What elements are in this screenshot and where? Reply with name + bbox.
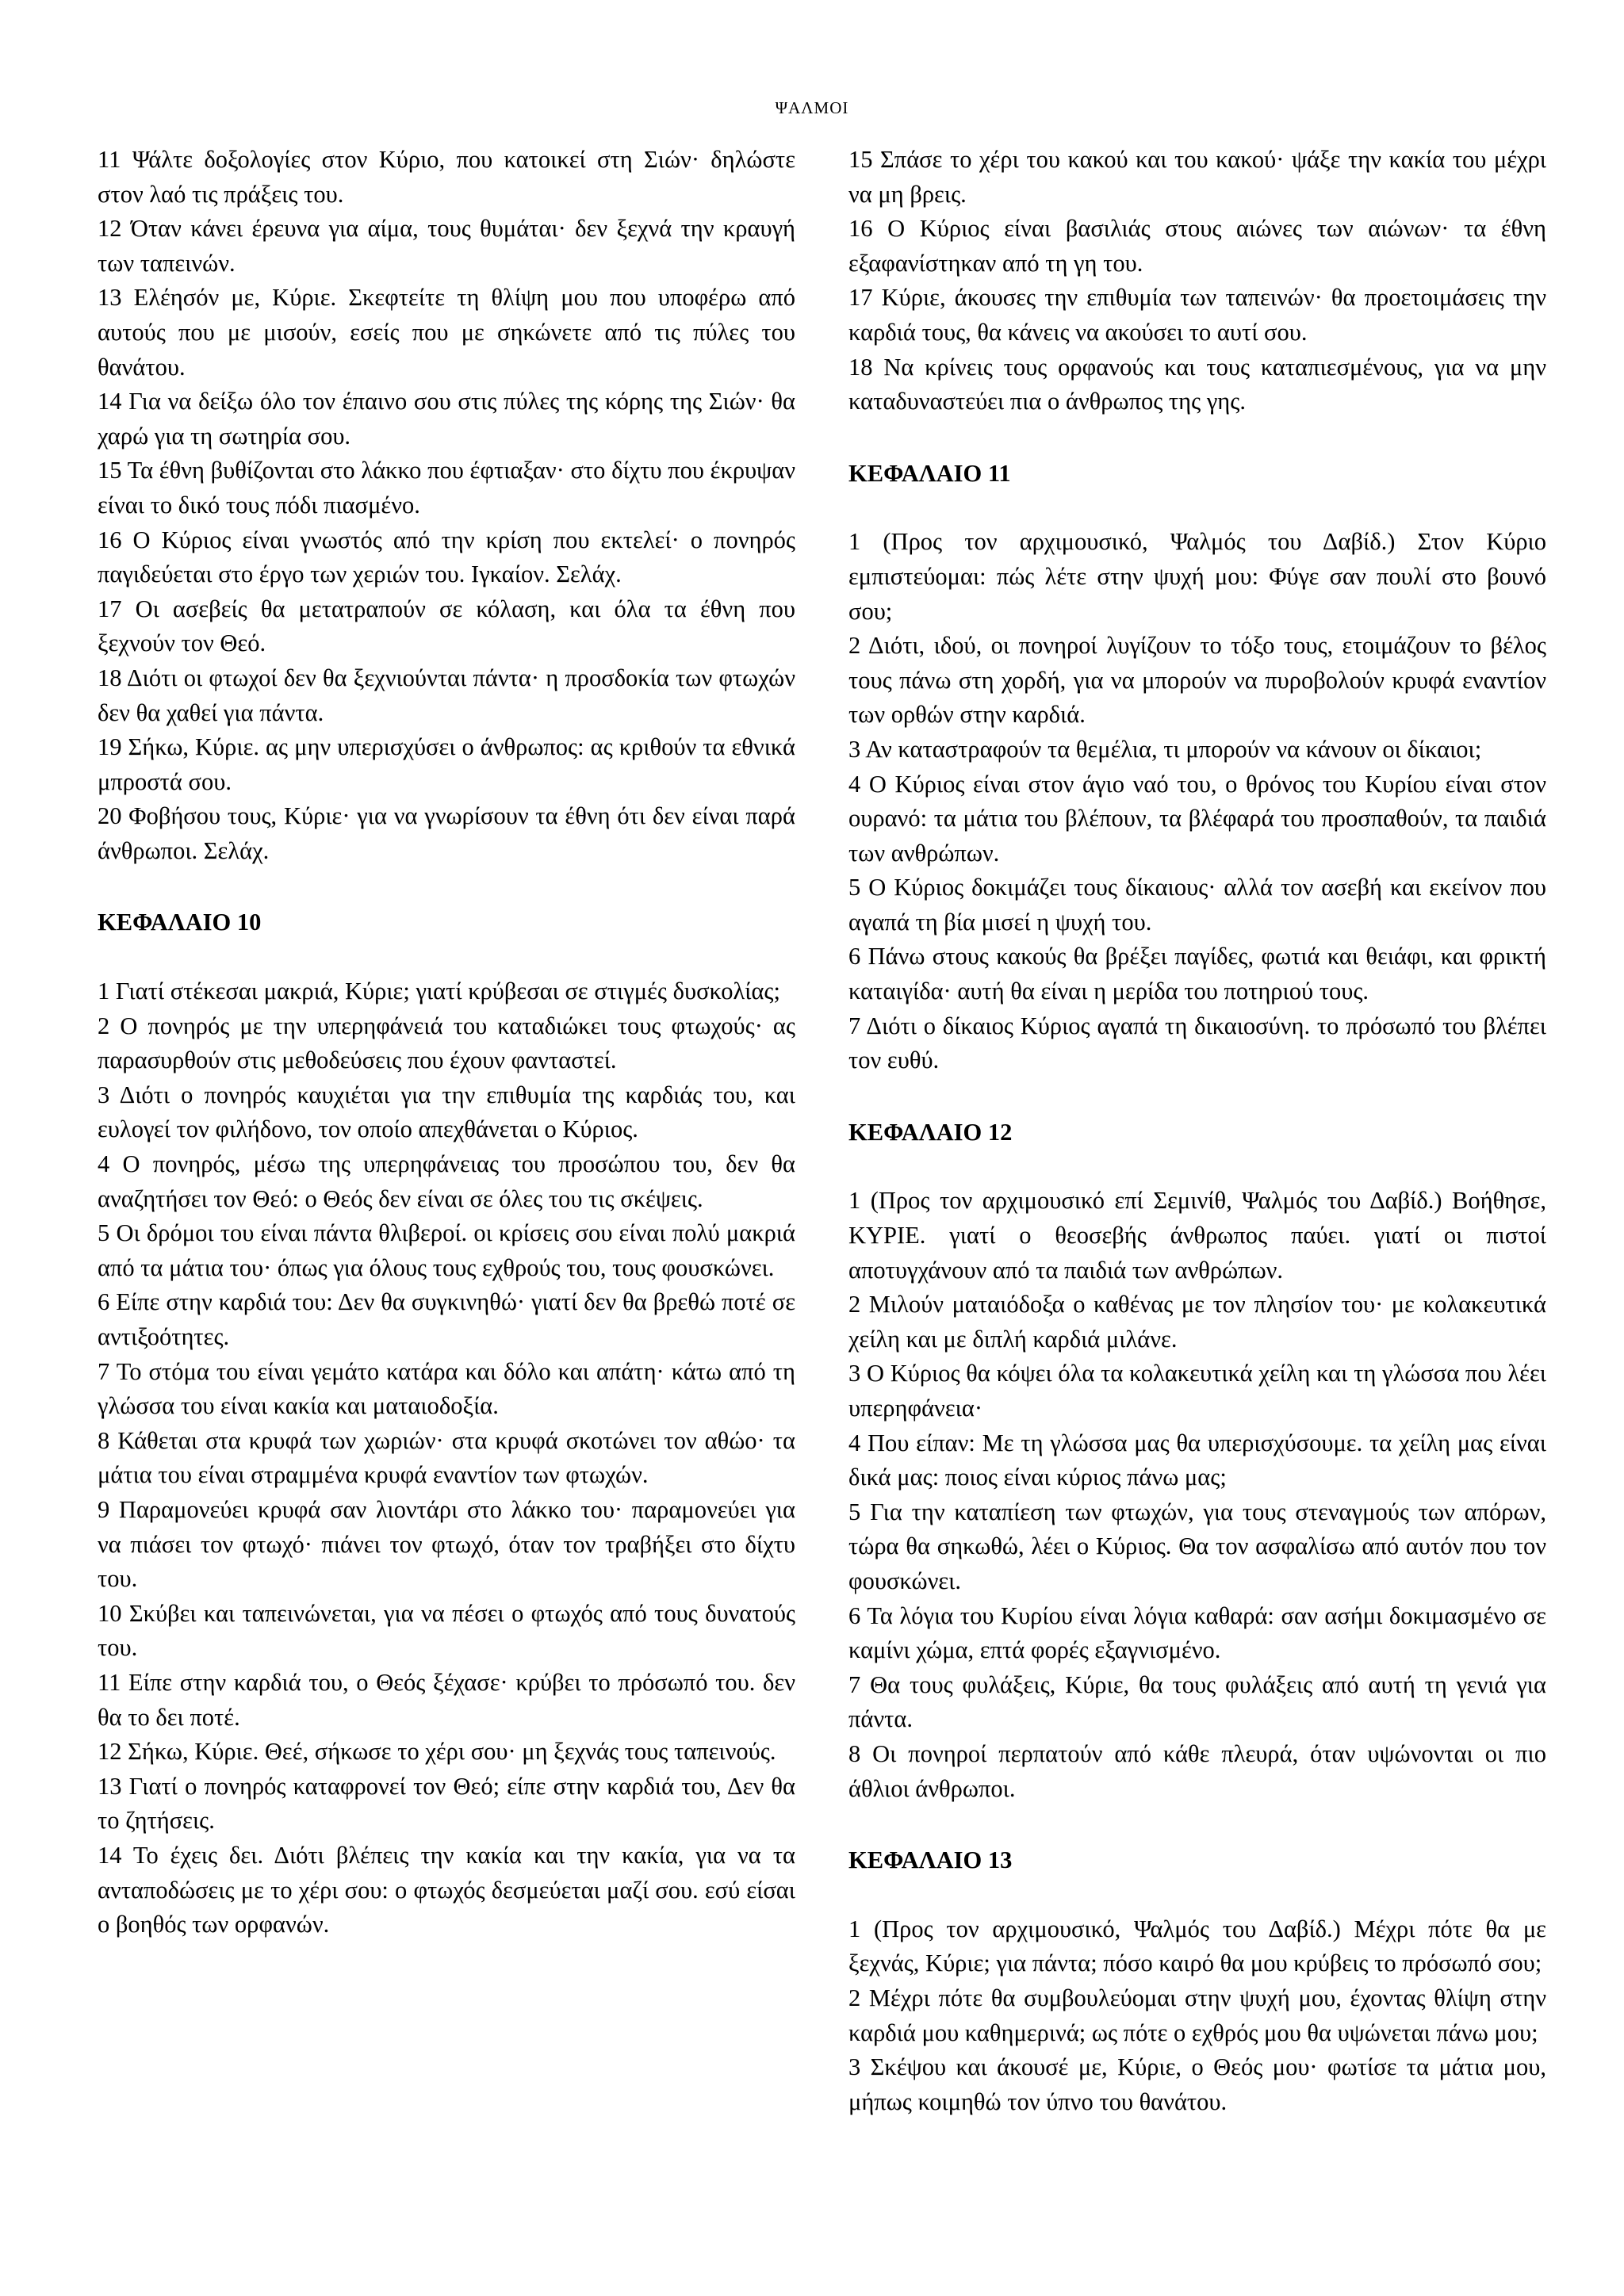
verse: 4 Ο Κύριος είναι στον άγιο ναό του, ο θρόνος του Κυρίου είναι στον ουρανό: τα μάτια του βλέπουν, τα βλέφαρά του προσπαθούν, τα παιδιά των ανθρώπων. xyxy=(848,770,1546,867)
verse: 14 Το έχεις δει. Διότι βλέπεις την κακία και την κακία, για να τα ανταποδώσεις με το χέρι σου: ο φτωχός δεσμεύεται μαζί σου. εσύ είσαι ο βοηθός των ορφανών. xyxy=(98,1841,795,1938)
verse: 8 Κάθεται στα κρυφά των χωριών· στα κρυφά σκοτώνει τον αθώο· τα μάτια του είναι στραμμένα κρυφά εναντίον των φτωχών. xyxy=(98,1426,795,1489)
verse: 6 Είπε στην καρδιά του: Δεν θα συγκινηθώ· γιατί δεν θα βρεθώ ποτέ σε αντιξοότητες. xyxy=(98,1288,795,1350)
verse: 1 Γιατί στέκεσαι μακριά, Κύριε; γιατί κρύβεσαι σε στιγμές δυσκολίας; xyxy=(98,978,780,1005)
verse: 10 Σκύβει και ταπεινώνεται, για να πέσει ο φτωχός από τους δυνατούς του. xyxy=(98,1599,795,1662)
verse: 1 (Προς τον αρχιμουσικό, Ψαλμός του Δαβίδ.) Στον Κύριο εμπιστεύομαι: πώς λέτε στην ψυχή μου: Φύγε σαν πουλί στο βουνό σου; xyxy=(848,528,1546,625)
verse: 17 Κύριε, άκουσες την επιθυμία των ταπεινών· θα προετοιμάσεις την καρδιά τους, θα κάνεις να ακούσει το αυτί σου. xyxy=(848,284,1546,346)
verse: 13 Ελέησόν με, Κύριε. Σκεφτείτε τη θλίψη μου που υποφέρω από αυτούς που με μισούν, εσείς που με σηκώνετε από τις πύλες του θανάτου. xyxy=(98,284,795,381)
verse: 1 (Προς τον αρχιμουσικό, Ψαλμός του Δαβίδ.) Μέχρι πότε θα με ξεχνάς, Κύριε; για πάντα; πόσο καιρό θα μου κρύβεις το πρόσωπό σου; xyxy=(848,1915,1546,1977)
verse: 16 Ο Κύριος είναι βασιλιάς στους αιώνες των αιώνων· τα έθνη εξαφανίστηκαν από τη γη του. xyxy=(848,215,1546,277)
verse: 14 Για να δείξω όλο τον έπαινο σου στις πύλες της κόρης της Σιών· θα χαρώ για τη σωτηρία σου. xyxy=(98,388,795,450)
left-column xyxy=(98,143,795,1942)
verse: 3 Αν καταστραφούν τα θεμέλια, τι μπορούν να κάνουν οι δίκαιοι; xyxy=(848,735,1482,763)
verse: 11 Είπε στην καρδιά του, ο Θεός ξέχασε· κρύβει το πρόσωπό του. δεν θα το δει ποτέ. xyxy=(98,1668,795,1731)
verse: 2 Ο πονηρός με την υπερηφάνειά του καταδιώκει τους φτωχούς· ας παρασυρθούν στις μεθοδεύσεις που έχουν φανταστεί. xyxy=(98,1012,795,1074)
verse: 13 Γιατί ο πονηρός καταφρονεί τον Θεό; είπε στην καρδιά του, Δεν θα το ζητήσεις. xyxy=(98,1772,795,1835)
verse: 18 Διότι οι φτωχοί δεν θα ξεχνιούνται πάντα· η προσδοκία των φτωχών δεν θα χαθεί για πάντα. xyxy=(98,664,795,726)
chapter-heading: ΚΕΦΑΛΑΙΟ 13 xyxy=(848,1846,1013,1874)
verse: 11 Ψάλτε δοξολογίες στον Κύριο, που κατοικεί στη Σιών· δηλώστε στον λαό τις πράξεις του. xyxy=(98,146,795,208)
verse: 5 Οι δρόμοι του είναι πάντα θλιβεροί. οι κρίσεις σου είναι πολύ μακριά από τα μάτια του· όπως για όλους τους εχθρούς του, τους φουσκώνει. xyxy=(98,1219,795,1281)
right-column xyxy=(848,143,1546,2119)
verse: 7 Το στόμα του είναι γεμάτο κατάρα και δόλο και απάτη· κάτω από τη γλώσσα του είναι κακία και ματαιοδοξία. xyxy=(98,1357,795,1420)
verse: 20 Φοβήσου τους, Κύριε· για να γνωρίσουν τα έθνη ότι δεν είναι παρά άνθρωποι. Σελάχ. xyxy=(98,802,795,864)
verse: 6 Τα λόγια του Κυρίου είναι λόγια καθαρά: σαν ασήμι δοκιμασμένο σε καμίνι χώμα, επτά φορές εξαγνισμένο. xyxy=(848,1601,1546,1664)
verse: 2 Διότι, ιδού, οι πονηροί λυγίζουν το τόξο τους, ετοιμάζουν το βέλος τους πάνω στη χορδή, για να μπορούν να πυροβολούν κρυφά εναντίον των ορθών στην καρδιά. xyxy=(848,632,1546,729)
verse: 19 Σήκω, Κύριε. ας μην υπερισχύσει ο άνθρωπος: ας κριθούν τα εθνικά μπροστά σου. xyxy=(98,733,795,795)
chapter-heading: ΚΕΦΑΛΑΙΟ 10 xyxy=(98,909,262,936)
chapter-heading: ΚΕΦΑΛΑΙΟ 12 xyxy=(848,1118,1013,1146)
verse: 3 Σκέψου και άκουσέ με, Κύριε, ο Θεός μου· φωτίσε τα μάτια μου, μήπως κοιμηθώ τον ύπνο του θανάτου. xyxy=(848,2053,1546,2115)
verse: 5 Για την καταπίεση των φτωχών, για τους στεναγμούς των απόρων, τώρα θα σηκωθώ, λέει ο Κύριος. Θα τον ασφαλίσω από αυτόν που τον φουσκώνει. xyxy=(848,1498,1546,1594)
verse: 4 Που είπαν: Με τη γλώσσα μας θα υπερισχύσουμε. τα χείλη μας είναι δικά μας: ποιος είναι κύριος πάνω μας; xyxy=(848,1429,1546,1491)
verse: 15 Σπάσε το χέρι του κακού και του κακού· ψάξε την κακία του μέχρι να μη βρεις. xyxy=(848,146,1546,208)
verse: 16 Ο Κύριος είναι γνωστός από την κρίση που εκτελεί· ο πονηρός παγιδεύεται στο έργο των χεριών του. Ιγκαίον. Σελάχ. xyxy=(98,526,795,588)
verse: 15 Τα έθνη βυθίζονται στο λάκκο που έφτιαξαν· στο δίχτυ που έκρυψαν είναι το δικό τους πόδι πιασμένο. xyxy=(98,457,795,519)
verse: 4 Ο πονηρός, μέσω της υπερηφάνειας του προσώπου του, δεν θα αναζητήσει τον Θεό: ο Θεός δεν είναι σε όλες του τις σκέψεις. xyxy=(98,1150,795,1212)
verse: 7 Θα τους φυλάξεις, Κύριε, θα τους φυλάξεις από αυτή τη γενιά για πάντα. xyxy=(848,1670,1546,1733)
verse: 2 Μέχρι πότε θα συμβουλεύομαι στην ψυχή μου, έχοντας θλίψη στην καρδιά μου καθημερινά; ως πότε ο εχθρός μου θα υψώνεται πάνω μου; xyxy=(848,1984,1546,2046)
verse: 3 Διότι ο πονηρός καυχιέται για την επιθυμία της καρδιάς του, και ευλογεί τον φιλήδονο, τον οποίο απεχθάνεται ο Κύριος. xyxy=(98,1081,795,1143)
verse: 6 Πάνω στους κακούς θα βρέξει παγίδες, φωτιά και θειάφι, και φρικτή καταιγίδα· αυτή θα είναι η μερίδα του ποτηριού τους. xyxy=(848,943,1546,1005)
running-header: ΨΑΛΜΟΙ xyxy=(775,98,849,117)
verse: 3 Ο Κύριος θα κόψει όλα τα κολακευτικά χείλη και τη γλώσσα που λέει υπερηφάνεια· xyxy=(848,1360,1546,1422)
verse: 12 Όταν κάνει έρευνα για αίμα, τους θυμάται· δεν ξεχνά την κραυγή των ταπεινών. xyxy=(98,215,795,277)
verse: 8 Οι πονηροί περπατούν από κάθε πλευρά, όταν υψώνονται οι πιο άθλιοι άνθρωποι. xyxy=(848,1739,1546,1802)
verse: 17 Οι ασεβείς θα μετατραπούν σε κόλαση, και όλα τα έθνη που ξεχνούν τον Θεό. xyxy=(98,595,795,657)
verse: 1 (Προς τον αρχιμουσικό επί Σεμινίθ, Ψαλμός του Δαβίδ.) Βοήθησε, ΚΥΡΙΕ. γιατί ο θεοσεβής άνθρωπος παύει. γιατί οι πιστοί αποτυγχάνουν από τα παιδιά των ανθρώπων. xyxy=(848,1187,1546,1284)
verse: 12 Σήκω, Κύριε. Θεέ, σήκωσε το χέρι σου· μη ξεχνάς τους ταπεινούς. xyxy=(98,1738,776,1766)
verse: 18 Να κρίνεις τους ορφανούς και τους καταπιεσμένους, για να μην καταδυναστεύει πια ο άνθρωπος της γης. xyxy=(848,353,1546,415)
verse: 2 Μιλούν ματαιόδοξα ο καθένας με τον πλησίον του· με κολακευτικά χείλη και με διπλή καρδιά μιλάνε. xyxy=(848,1291,1546,1353)
chapter-heading: ΚΕΦΑΛΑΙΟ 11 xyxy=(848,459,1011,487)
verse: 7 Διότι ο δίκαιος Κύριος αγαπά τη δικαιοσύνη. το πρόσωπό του βλέπει τον ευθύ. xyxy=(848,1012,1546,1074)
verse: 9 Παραμονεύει κρυφά σαν λιοντάρι στο λάκκο του· παραμονεύει για να πιάσει τον φτωχό· πιάνει τον φτωχό, όταν τον τραβήξει στο δίχτυ του. xyxy=(98,1495,795,1593)
verse: 5 Ο Κύριος δοκιμάζει τους δίκαιους· αλλά τον ασεβή και εκείνον που αγαπά τη βία μισεί η ψυχή του. xyxy=(848,874,1546,936)
